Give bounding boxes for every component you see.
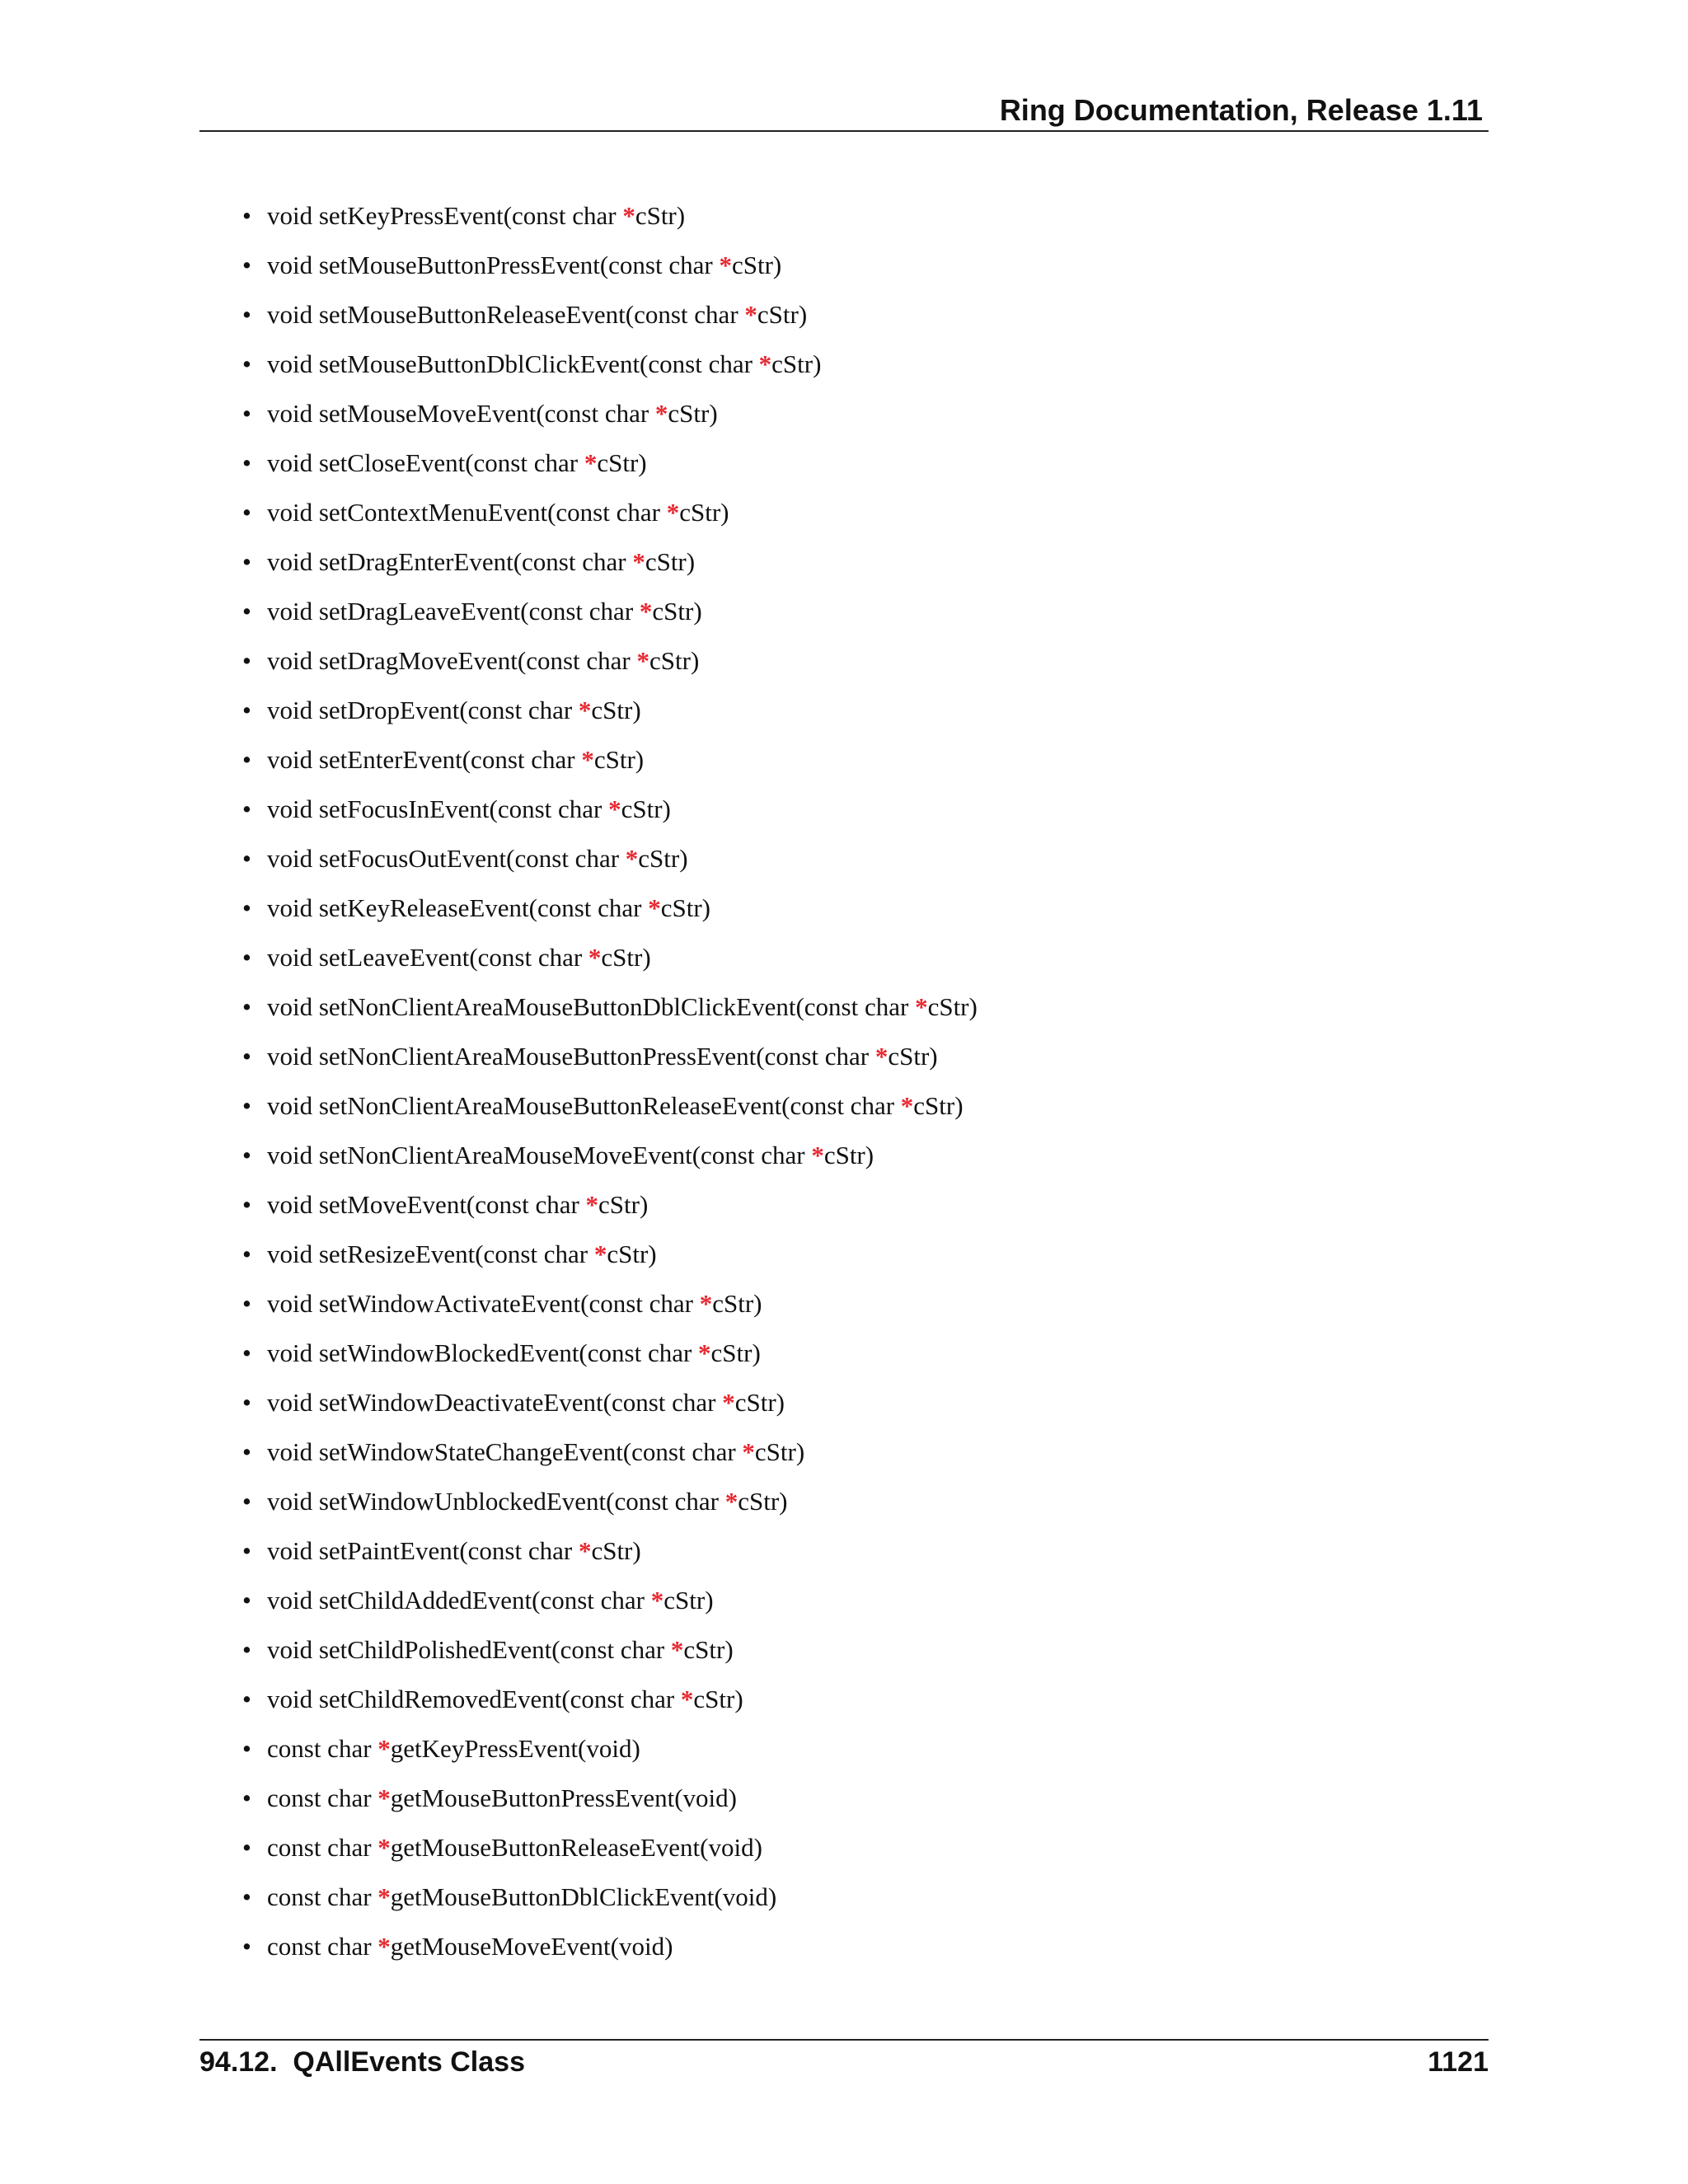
pointer-asterisk: *	[608, 794, 621, 823]
method-signature	[267, 1681, 743, 1718]
signature-suffix: getMouseButtonReleaseEvent(void)	[390, 1833, 762, 1862]
method-signature	[267, 544, 695, 580]
bullet-icon: •	[242, 1190, 251, 1219]
signature-prefix: void setMouseButtonDblClickEvent(const char	[267, 349, 759, 378]
method-signature	[267, 1780, 737, 1816]
signature-prefix: const char	[267, 1932, 378, 1961]
signature-suffix: getMouseButtonDblClickEvent(void)	[390, 1882, 777, 1911]
method-signature	[267, 989, 978, 1025]
bullet-icon: •	[242, 498, 251, 527]
signature-prefix: void setContextMenuEvent(const char	[267, 498, 667, 527]
signature-suffix: getMouseMoveEvent(void)	[390, 1932, 673, 1961]
pointer-asterisk: *	[758, 349, 772, 378]
bullet-icon: •	[242, 349, 251, 378]
page-header-title: Ring Documentation, Release 1.11	[999, 93, 1483, 127]
signature-suffix: cStr)	[591, 1536, 641, 1565]
pointer-asterisk: *	[666, 498, 680, 527]
signature-prefix: void setWindowStateChangeEvent(const char	[267, 1437, 743, 1466]
signature-suffix: cStr)	[601, 943, 651, 972]
signature-prefix: void setFocusOutEvent(const char	[267, 844, 626, 873]
pointer-asterisk: *	[722, 1388, 735, 1417]
bullet-icon: •	[242, 1141, 251, 1169]
method-signature	[267, 1929, 673, 1965]
bullet-icon: •	[242, 1487, 251, 1516]
method-signature	[267, 593, 702, 630]
method-signature	[267, 1533, 641, 1569]
signature-suffix: cStr)	[888, 1042, 938, 1071]
signature-prefix: void setChildAddedEvent(const char	[267, 1586, 651, 1615]
pointer-asterisk: *	[719, 251, 732, 279]
header-rule	[199, 130, 1489, 132]
method-signature	[267, 445, 647, 481]
signature-prefix: void setNonClientAreaMouseButtonDblClickEvent(const char	[267, 992, 916, 1021]
signature-prefix: void setCloseEvent(const char	[267, 448, 584, 477]
signature-prefix: const char	[267, 1734, 378, 1763]
pointer-asterisk: *	[654, 399, 668, 428]
signature-suffix: cStr)	[668, 399, 718, 428]
method-signature	[267, 791, 671, 827]
bullet-icon: •	[242, 1536, 251, 1565]
signature-suffix: cStr)	[712, 1289, 762, 1318]
method-signature	[267, 1731, 640, 1767]
signature-prefix: void setPaintEvent(const char	[267, 1536, 579, 1565]
pointer-asterisk: *	[625, 844, 639, 873]
pointer-asterisk: *	[900, 1091, 914, 1120]
signature-prefix: void setWindowBlockedEvent(const char	[267, 1338, 699, 1367]
pointer-asterisk: *	[639, 597, 653, 626]
pointer-asterisk: *	[578, 696, 592, 724]
signature-suffix: cStr)	[663, 1586, 714, 1615]
bullet-icon: •	[242, 251, 251, 279]
method-signature	[267, 1088, 964, 1124]
pointer-asterisk: *	[915, 992, 928, 1021]
bullet-icon: •	[242, 597, 251, 626]
signature-prefix: void setMoveEvent(const char	[267, 1190, 586, 1219]
bullet-icon: •	[242, 1783, 251, 1812]
signature-suffix: cStr)	[598, 1190, 649, 1219]
pointer-asterisk: *	[650, 1586, 664, 1615]
signature-suffix: cStr)	[660, 893, 711, 922]
method-signature	[267, 1434, 804, 1470]
bullet-icon: •	[242, 1388, 251, 1417]
signature-prefix: void setMouseButtonReleaseEvent(const char	[267, 300, 745, 329]
signature-suffix: getMouseButtonPressEvent(void)	[390, 1783, 737, 1812]
signature-suffix: getKeyPressEvent(void)	[390, 1734, 640, 1763]
bullet-icon: •	[242, 201, 251, 230]
signature-prefix: void setKeyReleaseEvent(const char	[267, 893, 649, 922]
method-signature	[267, 297, 807, 333]
pointer-asterisk: *	[811, 1141, 824, 1169]
method-signature	[267, 1483, 788, 1520]
signature-prefix: void setChildPolishedEvent(const char	[267, 1635, 671, 1664]
signature-prefix: const char	[267, 1783, 378, 1812]
bullet-icon: •	[242, 844, 251, 873]
signature-prefix: void setWindowUnblockedEvent(const char	[267, 1487, 725, 1516]
pointer-asterisk: *	[377, 1783, 391, 1812]
signature-prefix: void setWindowDeactivateEvent(const char	[267, 1388, 723, 1417]
signature-prefix: void setMouseButtonPressEvent(const char	[267, 251, 720, 279]
signature-suffix: cStr)	[679, 498, 729, 527]
bullet-icon: •	[242, 794, 251, 823]
bullet-icon: •	[242, 448, 251, 477]
pointer-asterisk: *	[377, 1833, 391, 1862]
signature-prefix: void setNonClientAreaMouseButtonReleaseEvent(const char	[267, 1091, 901, 1120]
method-signature	[267, 1137, 874, 1174]
method-signature	[267, 1286, 762, 1322]
signature-prefix: void setKeyPressEvent(const char	[267, 201, 623, 230]
bullet-icon: •	[242, 893, 251, 922]
signature-prefix: void setMouseMoveEvent(const char	[267, 399, 655, 428]
signature-prefix: void setFocusInEvent(const char	[267, 794, 609, 823]
signature-suffix: cStr)	[927, 992, 978, 1021]
signature-prefix: void setNonClientAreaMouseButtonPressEvent(const char	[267, 1042, 875, 1071]
pointer-asterisk: *	[698, 1338, 711, 1367]
method-signature	[267, 247, 781, 284]
bullet-icon: •	[242, 547, 251, 576]
signature-suffix: cStr)	[607, 1240, 657, 1268]
signature-prefix: void setDropEvent(const char	[267, 696, 579, 724]
signature-suffix: cStr)	[823, 1141, 874, 1169]
signature-suffix: cStr)	[645, 547, 696, 576]
pointer-asterisk: *	[648, 893, 661, 922]
method-signature	[267, 346, 821, 382]
pointer-asterisk: *	[742, 1437, 755, 1466]
signature-suffix: cStr)	[635, 201, 686, 230]
signature-suffix: cStr)	[621, 794, 671, 823]
signature-suffix: cStr)	[652, 597, 702, 626]
pointer-asterisk: *	[699, 1289, 713, 1318]
signature-prefix: void setNonClientAreaMouseMoveEvent(const char	[267, 1141, 812, 1169]
bullet-icon: •	[242, 1882, 251, 1911]
signature-suffix: cStr)	[913, 1091, 964, 1120]
signature-suffix: cStr)	[738, 1487, 788, 1516]
footer-page-number: 1121	[1428, 2046, 1489, 2078]
method-signature	[267, 841, 688, 877]
pointer-asterisk: *	[593, 1240, 607, 1268]
signature-suffix: cStr)	[683, 1635, 734, 1664]
method-signature	[267, 1335, 761, 1371]
method-signature	[267, 1582, 714, 1619]
pointer-asterisk: *	[377, 1734, 391, 1763]
footer-section-title: 94.12. QAllEvents Class	[199, 2046, 525, 2078]
method-signature	[267, 1038, 938, 1075]
bullet-icon: •	[242, 992, 251, 1021]
pointer-asterisk: *	[585, 1190, 599, 1219]
bullet-icon: •	[242, 1338, 251, 1367]
bullet-icon: •	[242, 1685, 251, 1713]
signature-suffix: cStr)	[757, 300, 808, 329]
method-signature	[267, 1632, 734, 1668]
signature-suffix: cStr)	[638, 844, 688, 873]
bullet-icon: •	[242, 696, 251, 724]
signature-suffix: cStr)	[693, 1685, 743, 1713]
bullet-icon: •	[242, 1289, 251, 1318]
signature-suffix: cStr)	[731, 251, 782, 279]
pointer-asterisk: *	[724, 1487, 738, 1516]
signature-prefix: void setDragEnterEvent(const char	[267, 547, 633, 576]
method-signature	[267, 396, 718, 432]
signature-suffix: cStr)	[734, 1388, 785, 1417]
method-signature	[267, 1385, 785, 1421]
method-signature	[267, 643, 699, 679]
signature-suffix: cStr)	[649, 646, 700, 675]
pointer-asterisk: *	[588, 943, 602, 972]
footer-rule	[199, 2039, 1489, 2041]
signature-suffix: cStr)	[597, 448, 647, 477]
signature-prefix: void setResizeEvent(const char	[267, 1240, 594, 1268]
signature-suffix: cStr)	[591, 696, 641, 724]
bullet-icon: •	[242, 1437, 251, 1466]
method-signature	[267, 1830, 762, 1866]
pointer-asterisk: *	[581, 745, 594, 774]
pointer-asterisk: *	[636, 646, 650, 675]
bullet-icon: •	[242, 745, 251, 774]
method-signature	[267, 1236, 657, 1272]
signature-prefix: void setWindowActivateEvent(const char	[267, 1289, 700, 1318]
bullet-icon: •	[242, 1091, 251, 1120]
method-signature	[267, 742, 644, 778]
method-signature	[267, 1879, 776, 1915]
bullet-icon: •	[242, 399, 251, 428]
signature-prefix: void setDragMoveEvent(const char	[267, 646, 637, 675]
signature-suffix: cStr)	[593, 745, 645, 774]
signature-prefix: void setDragLeaveEvent(const char	[267, 597, 640, 626]
pointer-asterisk: *	[377, 1932, 391, 1961]
pointer-asterisk: *	[874, 1042, 889, 1071]
pointer-asterisk: *	[377, 1882, 391, 1911]
method-signature	[267, 692, 641, 729]
pointer-asterisk: *	[584, 448, 598, 477]
bullet-icon: •	[242, 1240, 251, 1268]
method-signature	[267, 494, 729, 531]
bullet-icon: •	[242, 1586, 251, 1615]
pointer-asterisk: *	[744, 300, 757, 329]
pointer-asterisk: *	[622, 201, 635, 230]
bullet-icon: •	[242, 646, 251, 675]
signature-prefix: void setEnterEvent(const char	[267, 745, 582, 774]
bullet-icon: •	[242, 1734, 251, 1763]
bullet-icon: •	[242, 1042, 251, 1071]
signature-prefix: const char	[267, 1882, 378, 1911]
method-signature	[267, 1187, 648, 1223]
bullet-icon: •	[242, 1635, 251, 1664]
bullet-icon: •	[242, 943, 251, 972]
signature-prefix: const char	[267, 1833, 378, 1862]
method-signature	[267, 940, 651, 976]
bullet-icon: •	[242, 1833, 251, 1862]
method-signature	[267, 198, 685, 234]
signature-suffix: cStr)	[710, 1338, 761, 1367]
bullet-icon: •	[242, 300, 251, 329]
pointer-asterisk: *	[680, 1685, 694, 1713]
pointer-asterisk: *	[632, 547, 645, 576]
pointer-asterisk: *	[578, 1536, 592, 1565]
signature-suffix: cStr)	[771, 349, 822, 378]
pointer-asterisk: *	[670, 1635, 684, 1664]
signature-prefix: void setLeaveEvent(const char	[267, 943, 588, 972]
signature-suffix: cStr)	[754, 1437, 805, 1466]
signature-prefix: void setChildRemovedEvent(const char	[267, 1685, 681, 1713]
method-signature	[267, 890, 710, 926]
bullet-icon: •	[242, 1932, 251, 1961]
